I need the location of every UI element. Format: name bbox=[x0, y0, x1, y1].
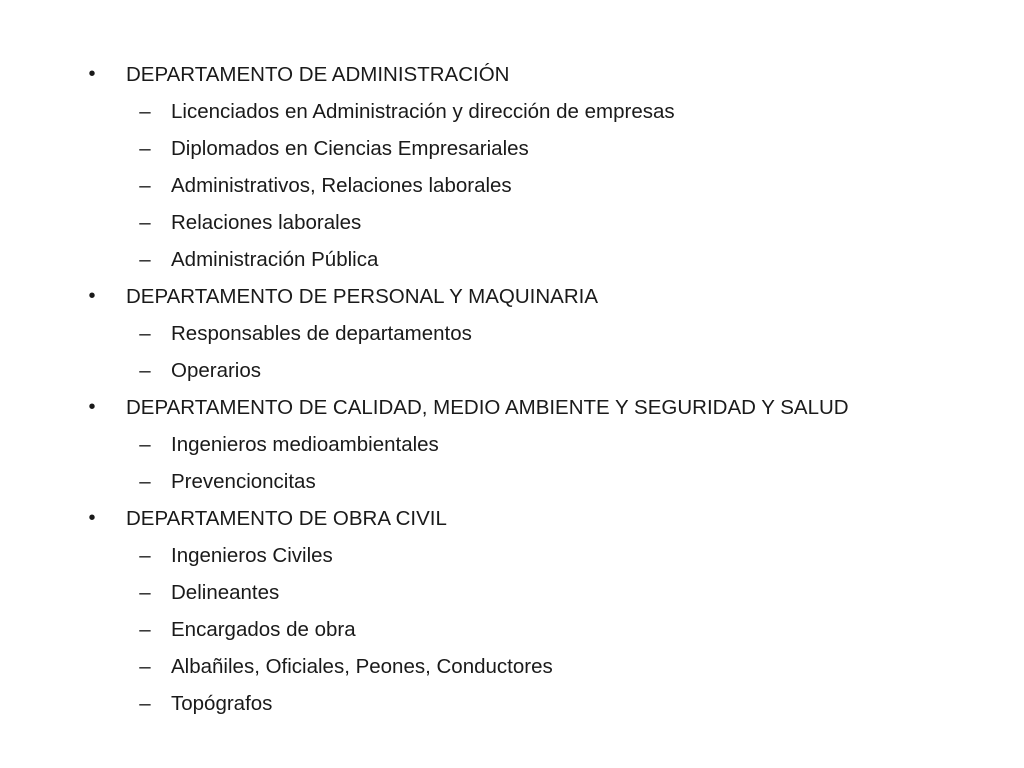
dash-icon: – bbox=[139, 470, 151, 493]
dash-icon: – bbox=[139, 174, 151, 197]
department-heading bbox=[0, 56, 1024, 93]
department-item-text: Operarios bbox=[171, 359, 262, 382]
department-title: DEPARTAMENTO DE PERSONAL Y MAQUINARIA bbox=[126, 285, 598, 308]
dash-icon: – bbox=[139, 211, 151, 234]
dash-icon: – bbox=[139, 100, 151, 123]
department-item bbox=[0, 685, 1024, 722]
department-item-text: Relaciones laborales bbox=[171, 211, 362, 234]
department-item bbox=[0, 352, 1024, 389]
department-item bbox=[0, 315, 1024, 352]
bullet-icon: • bbox=[88, 63, 96, 85]
department-heading bbox=[0, 500, 1024, 537]
department-title: DEPARTAMENTO DE CALIDAD, MEDIO AMBIENTE Y SEGURIDAD Y SALUD bbox=[126, 396, 849, 419]
department-item-text: Licenciados en Administración y dirección de empresas bbox=[171, 100, 675, 123]
dash-icon: – bbox=[139, 618, 151, 641]
dash-icon: – bbox=[139, 655, 151, 678]
department-item bbox=[0, 537, 1024, 574]
department-item bbox=[0, 463, 1024, 500]
dash-icon: – bbox=[139, 692, 151, 715]
department-list bbox=[0, 56, 1024, 722]
department-item bbox=[0, 611, 1024, 648]
department-heading bbox=[0, 389, 1024, 426]
department-item-text: Diplomados en Ciencias Empresariales bbox=[171, 137, 529, 160]
department-item-text: Administrativos, Relaciones laborales bbox=[171, 174, 512, 197]
department-item-text: Responsables de departamentos bbox=[171, 322, 472, 345]
dash-icon: – bbox=[139, 544, 151, 567]
dash-icon: – bbox=[139, 248, 151, 271]
department-item bbox=[0, 167, 1024, 204]
department-item bbox=[0, 241, 1024, 278]
department-item bbox=[0, 648, 1024, 685]
department-title: DEPARTAMENTO DE ADMINISTRACIÓN bbox=[126, 63, 510, 86]
department-item-text: Ingenieros Civiles bbox=[171, 544, 333, 567]
department-item-text: Topógrafos bbox=[171, 692, 273, 715]
department-item-text: Prevencioncitas bbox=[171, 470, 316, 493]
dash-icon: – bbox=[139, 137, 151, 160]
department-item bbox=[0, 93, 1024, 130]
department-item-text: Delineantes bbox=[171, 581, 280, 604]
dash-icon: – bbox=[139, 581, 151, 604]
department-item bbox=[0, 130, 1024, 167]
dash-icon: – bbox=[139, 322, 151, 345]
dash-icon: – bbox=[139, 433, 151, 456]
department-item-text: Albañiles, Oficiales, Peones, Conductores bbox=[171, 655, 553, 678]
department-heading bbox=[0, 278, 1024, 315]
department-item-text: Ingenieros medioambientales bbox=[171, 433, 439, 456]
bullet-icon: • bbox=[88, 396, 96, 418]
department-item-text: Administración Pública bbox=[171, 248, 379, 271]
department-item-text: Encargados de obra bbox=[171, 618, 356, 641]
department-item bbox=[0, 574, 1024, 611]
bullet-icon: • bbox=[88, 285, 96, 307]
dash-icon: – bbox=[139, 359, 151, 382]
department-title: DEPARTAMENTO DE OBRA CIVIL bbox=[126, 507, 447, 530]
bullet-icon: • bbox=[88, 507, 96, 529]
department-item bbox=[0, 426, 1024, 463]
department-item bbox=[0, 204, 1024, 241]
